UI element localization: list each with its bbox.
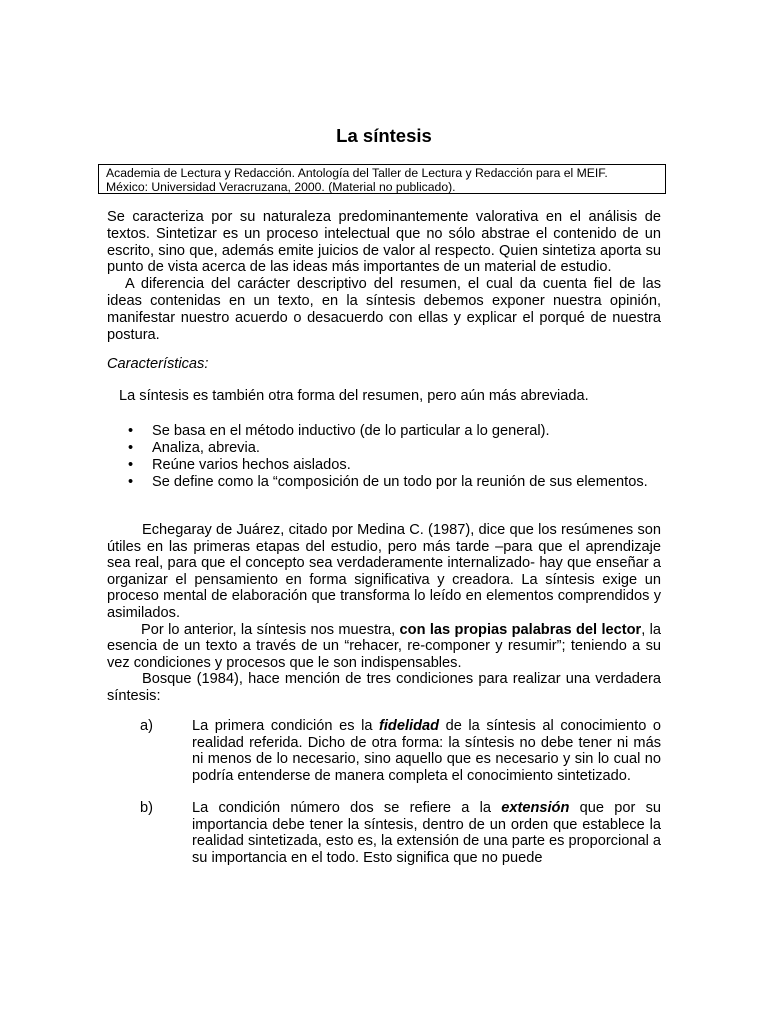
- main-text-2-emphasis: con las propias palabras del lector: [399, 621, 642, 638]
- condition-a-letter: a): [140, 718, 153, 734]
- source-line-1: Academia de Lectura y Redacción. Antología del Taller de Lectura y Redacción para el MEIF.: [106, 166, 608, 180]
- list-item: • Se define como la “composición de un todo por la reunión de sus elementos.: [128, 473, 648, 490]
- condition-b: [140, 800, 661, 867]
- bullet-icon: •: [128, 423, 134, 439]
- condition-a-term: fidelidad: [379, 718, 440, 734]
- intro-text-2: A diferencia del carácter descriptivo del resumen, el cual da cuenta fiel de las ideas contenidas en un texto, en la síntesis debemos exponer nuestra opinión, manifestar nuestro acuerdo o desacuerdo con ellas y explicar el porqué de nuestra postura.: [107, 276, 661, 343]
- bullet-icon: •: [128, 439, 134, 456]
- list-item: • Se basa en el método inductivo (de lo particular a lo general).: [128, 423, 550, 439]
- source-citation-box: [98, 164, 666, 194]
- page-title: La síntesis: [336, 125, 432, 146]
- condition-b-text: La condición número dos se refiere a la extensión que por su importancia debe tener la síntesis, dentro de un orden que establece la realidad sintetizada, esto es, la extensión de una parte es proporcional a su importancia en el todo. Esto significa que no puede: [192, 800, 661, 867]
- intro-text-1: Se caracteriza por su naturaleza predominantemente valorativa en el análisis de textos. Sintetizar es un proceso intelectual que no sólo abstrae el contenido de un escrito, sino que, además emite juicios de valor al respecto. Quien sintetiza aporta su punto de vista acerca de las ideas más importantes de un material de estudio.: [107, 209, 661, 276]
- condition-a: [140, 718, 661, 785]
- bullet-icon: •: [128, 456, 134, 473]
- condition-b-term: extensión: [501, 800, 570, 816]
- characteristics-heading: Características:: [107, 356, 209, 372]
- list-item: • Analiza, abrevia.: [128, 439, 260, 456]
- characteristics-summary: La síntesis es también otra forma del resumen, pero aún más abreviada.: [119, 388, 589, 404]
- main-text-2-end: , la esencia de un texto a través de un “rehacer, re-componer y resumir”; teniendo a su vez condiciones y procesos que le son indispensables.: [107, 621, 662, 671]
- bullet-icon: •: [128, 473, 134, 490]
- characteristics-list: [128, 423, 661, 491]
- main-paragraph: [107, 522, 661, 705]
- intro-paragraph: [107, 209, 661, 343]
- condition-b-letter: b): [140, 800, 153, 816]
- main-text-1: Echegaray de Juárez, citado por Medina C. (1987), dice que los resúmenes son útiles en las primeras etapas del estudio, pero más tarde –para que el aprendizaje sea real, para que el concepto sea verdaderamente internalizado- hay que enseñar a organizar el pensamiento en forma significativa y creadora. La síntesis exige un proceso mental de elaboración que transforma lo leído en elementos comprendidos y asimilados.: [107, 522, 661, 621]
- main-text-2-start: Por lo anterior, la síntesis nos muestra,: [141, 621, 400, 638]
- list-item: • Reúne varios hechos aislados.: [128, 456, 351, 473]
- source-line-2: México: Universidad Veracruzana, 2000. (Material no publicado).: [106, 180, 456, 194]
- main-text-3: Bosque (1984), hace mención de tres condiciones para realizar una verdadera síntesis:: [107, 671, 661, 704]
- condition-a-text: La primera condición es la fidelidad de la síntesis al conocimiento o realidad referida. Dicho de otra forma: la síntesis no debe tener ni más ni menos de lo necesario, sino aquello que es necesario y sin lo cual no podría entenderse de manera completa el conocimiento sintetizado.: [192, 718, 661, 785]
